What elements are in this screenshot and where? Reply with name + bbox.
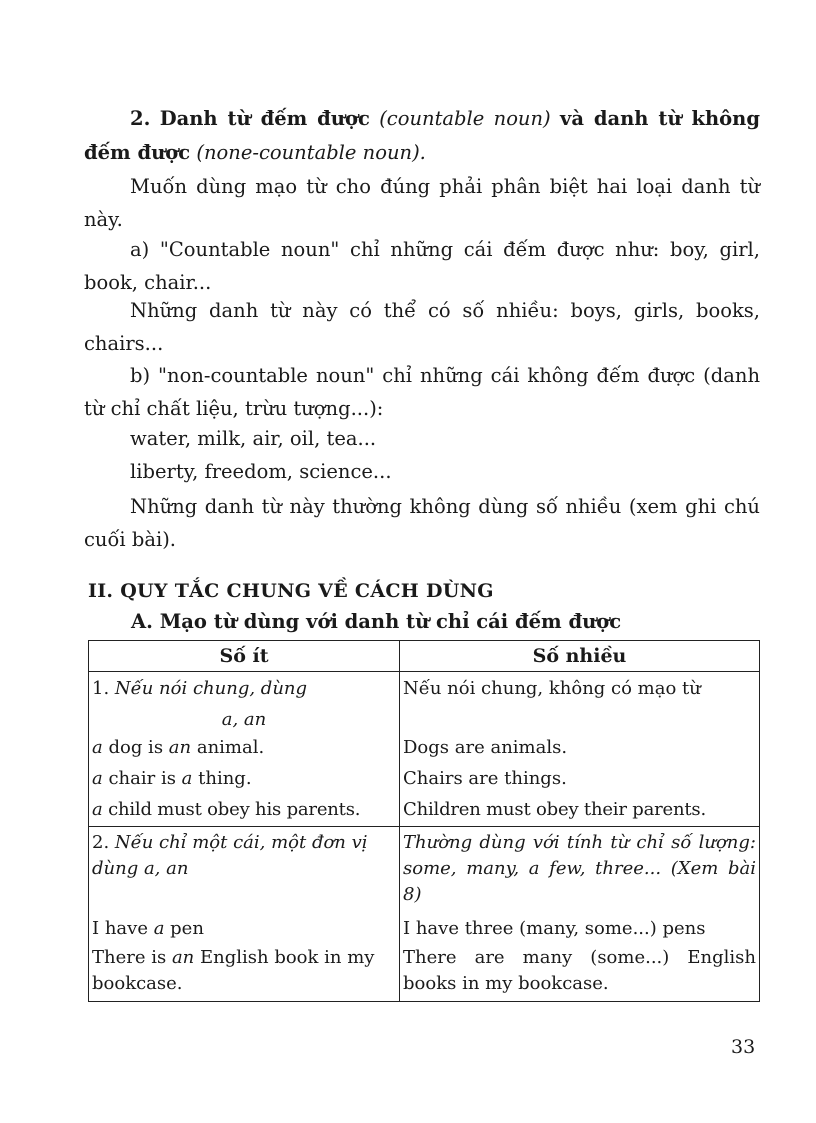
text: pen <box>164 918 204 939</box>
article: a <box>181 768 193 789</box>
paragraph-a-plural: Những danh từ này có thể có số nhiều: boys, girls, books, chairs... <box>84 299 760 355</box>
article: a <box>92 737 103 758</box>
section-2-title-paren-1: (countable noun) <box>379 107 551 130</box>
group-1-row-1-left <box>89 733 400 764</box>
group-1-right-title: Nếu nói chung, không có mạo từ <box>400 672 760 734</box>
article: a <box>92 768 103 789</box>
section-2-title-bold-2: đếm được <box>84 141 191 164</box>
section-2-connector: và danh từ không <box>559 107 760 130</box>
paragraph-b-plural: Những danh từ này thường không dùng số nhiều (xem ghi chú cuối bài). <box>84 495 760 551</box>
text: dog is <box>102 737 169 758</box>
examples-line-2: liberty, freedom, science... <box>130 460 392 483</box>
group-1-row-2-left <box>89 764 400 795</box>
articles-table <box>88 640 760 1002</box>
group-2-right-title: Thường dùng với tính từ chỉ số lượng: some, many, a few, three... (Xem bài 8) <box>400 827 760 909</box>
table-row <box>89 764 760 795</box>
group-1-row-2-right: Chairs are things. <box>400 764 760 795</box>
header-plural: Số nhiều <box>400 641 760 672</box>
text: English book in my bookcase. <box>92 947 375 994</box>
group-1-title: Nếu nói chung, dùng <box>114 678 308 699</box>
group-1-row-3-left <box>89 795 400 827</box>
text: chair is <box>102 768 182 789</box>
group-2-number: 2. <box>92 832 110 853</box>
text: I have <box>92 918 154 939</box>
group-1-articles: a, an <box>221 709 267 730</box>
table-row <box>89 672 760 734</box>
article: a <box>92 799 103 820</box>
table-row <box>89 733 760 764</box>
group-2-row-2-left <box>89 945 400 1002</box>
text: thing. <box>192 768 252 789</box>
table-row <box>89 827 760 909</box>
group-2-title: Nếu chỉ một cái, một đơn vị <box>114 832 368 853</box>
text: There is <box>92 947 172 968</box>
header-singular: Số ít <box>89 641 400 672</box>
section-2-title-bold-1: Danh từ đếm được <box>159 107 370 130</box>
group-1-left-title <box>89 672 400 734</box>
table-row <box>89 908 760 945</box>
article: an <box>171 947 195 968</box>
section-II-heading: II. QUY TẮC CHUNG VỀ CÁCH DÙNG <box>88 580 494 602</box>
group-2-title-2: dùng a, an <box>92 858 189 879</box>
group-2-row-1-right: I have three (many, some...) pens <box>400 908 760 945</box>
page-number: 33 <box>731 1036 756 1058</box>
examples-line-1: water, milk, air, oil, tea... <box>130 427 377 450</box>
section-2-number: 2. <box>130 107 151 130</box>
group-1-row-1-right: Dogs are animals. <box>400 733 760 764</box>
table-row <box>89 945 760 1002</box>
section-2-title-paren-2: (none-countable noun). <box>196 141 426 164</box>
article: a <box>153 918 165 939</box>
table-header-row <box>89 641 760 672</box>
paragraph-b: b) "non-countable noun" chỉ những cái không đếm được (danh từ chỉ chất liệu, trừu tượng...): <box>84 364 760 420</box>
table-row <box>89 795 760 827</box>
group-2-row-1-left <box>89 908 400 945</box>
group-2-row-2-right: There are many (some...) English books in my bookcase. <box>400 945 760 1002</box>
group-2-left-title <box>89 827 400 909</box>
article: an <box>168 737 192 758</box>
text: animal. <box>191 737 265 758</box>
group-1-row-3-right: Children must obey their parents. <box>400 795 760 827</box>
text: child must obey his parents. <box>102 799 361 820</box>
paragraph-a: a) "Countable noun" chỉ những cái đếm được như: boy, girl, book, chair... <box>84 238 760 294</box>
section-A-subheading: A. Mạo từ dùng với danh từ chỉ cái đếm được <box>131 610 622 633</box>
section-2-title <box>84 102 760 170</box>
group-1-number: 1. <box>92 678 110 699</box>
paragraph-intro: Muốn dùng mạo từ cho đúng phải phân biệt hai loại danh từ này. <box>84 175 760 231</box>
